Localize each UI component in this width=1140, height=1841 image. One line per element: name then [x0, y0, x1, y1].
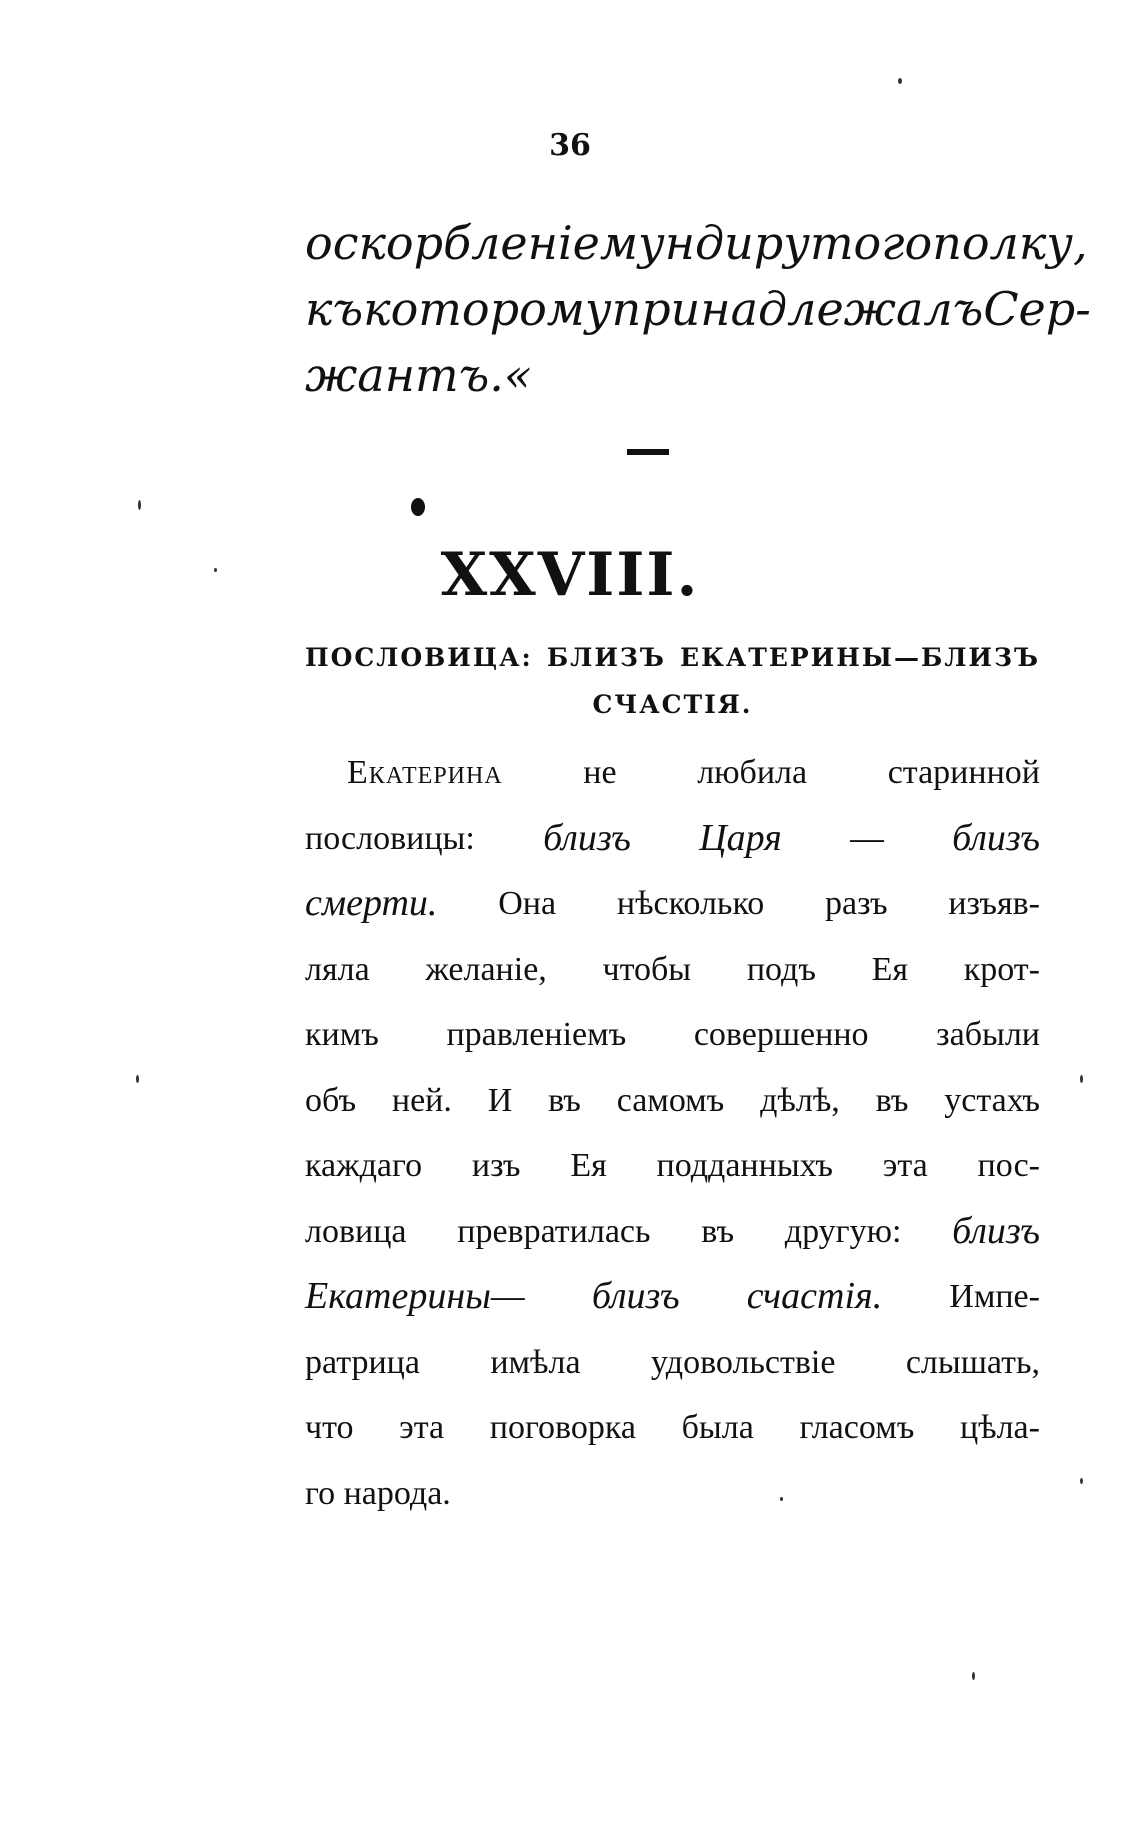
text-line: [305, 1002, 1040, 1068]
scan-dust: [972, 1672, 975, 1680]
scan-dust: [1080, 1075, 1083, 1083]
word: Екатерины—: [305, 1275, 525, 1317]
continued-paragraph: [305, 210, 1091, 408]
word: мундиру: [599, 216, 810, 270]
word: оскорбленіе: [305, 216, 600, 270]
word: самомъ: [616, 1081, 725, 1119]
word: Ея: [871, 950, 909, 988]
scan-dust: [780, 1497, 783, 1501]
word: кимъ: [305, 1016, 379, 1053]
chapter-title-line: ПОСЛОВИЦА: БЛИЗЪ ЕКАТЕРИНЫ—БЛИЗЪ: [305, 643, 1040, 672]
word: желаніе,: [425, 950, 547, 988]
word: совершенно: [693, 1016, 869, 1053]
ink-speck: [411, 498, 425, 516]
word: поговорка: [489, 1409, 636, 1446]
word: крот-: [963, 950, 1040, 988]
text-line: [305, 210, 1088, 276]
word: правленіемъ: [446, 1016, 627, 1053]
scan-dust: [214, 568, 217, 572]
text-line: [305, 1133, 1040, 1199]
word: старинной: [887, 754, 1040, 791]
text-line: [305, 1461, 1040, 1527]
word: ляла: [305, 950, 370, 988]
word: подъ: [746, 950, 816, 988]
word: пос-: [977, 1147, 1040, 1184]
body-paragraph: [305, 740, 1040, 1526]
text-line: [305, 1330, 1040, 1396]
word: близъ: [543, 816, 631, 859]
word: удовольствіе: [650, 1343, 836, 1381]
text-line: [305, 276, 1091, 342]
word: Екатерина: [347, 754, 503, 791]
word: подданныхъ: [656, 1147, 833, 1184]
word: нѣсколько: [616, 885, 765, 922]
word: которому: [363, 282, 612, 336]
word: устахъ: [944, 1081, 1040, 1119]
word: разъ: [825, 885, 888, 922]
word: того: [809, 216, 933, 270]
word: каждаго: [305, 1147, 423, 1184]
text-line: [305, 937, 1040, 1003]
word: —: [850, 816, 884, 859]
chapter-title-line: СЧАСТІЯ.: [592, 690, 753, 719]
word: Ея: [570, 1147, 607, 1184]
word: близъ: [952, 1209, 1040, 1252]
word: въ: [875, 1081, 909, 1119]
word: близъ: [952, 816, 1040, 859]
word: цѣла-: [959, 1409, 1040, 1446]
word: въ: [701, 1212, 735, 1250]
word: ней.: [391, 1081, 452, 1119]
word: не: [583, 754, 617, 791]
text-line: [305, 806, 1040, 872]
text-line: [305, 871, 1040, 937]
word: имѣла: [490, 1343, 581, 1381]
word: эта: [882, 1147, 928, 1184]
word: превратилась: [457, 1212, 651, 1250]
word: полку,: [932, 216, 1088, 270]
word: близъ: [591, 1275, 680, 1317]
word: И: [487, 1081, 513, 1119]
word: счастія.: [746, 1275, 883, 1317]
scan-dust: [136, 1075, 139, 1083]
word: ратрица: [305, 1343, 420, 1381]
word: чтобы: [602, 950, 692, 988]
word: смерти.: [305, 882, 438, 924]
word: Импе-: [949, 1278, 1040, 1315]
word: жантъ.«: [305, 348, 533, 402]
word: эта: [399, 1409, 445, 1446]
word: Сер-: [983, 282, 1091, 336]
word: принадлежалъ: [611, 282, 984, 336]
word: Царя: [699, 816, 782, 859]
word: дѣлѣ,: [760, 1081, 840, 1119]
word: слышать,: [905, 1343, 1040, 1381]
section-divider: [627, 449, 669, 455]
text-line: [305, 740, 1040, 806]
word: любила: [697, 754, 808, 791]
word: изъ: [471, 1147, 521, 1184]
word: Она: [498, 885, 557, 922]
word: къ: [305, 282, 364, 336]
word: была: [681, 1409, 754, 1446]
word: забыли: [936, 1016, 1040, 1053]
scan-dust: [898, 78, 902, 84]
text-line: [305, 1199, 1040, 1265]
word: пословицы:: [305, 819, 475, 857]
page-number: 36: [549, 128, 591, 163]
word: объ: [305, 1081, 357, 1119]
word: другую:: [784, 1212, 902, 1250]
word: въ: [548, 1081, 581, 1119]
scan-dust: [1080, 1478, 1083, 1484]
text-line: [305, 1395, 1040, 1461]
chapter-number: XXVIII.: [440, 540, 700, 610]
word: го народа.: [305, 1474, 451, 1512]
text-line: [305, 1264, 1040, 1330]
scan-dust: [138, 500, 141, 510]
text-line: [305, 1068, 1040, 1134]
text-line: [305, 342, 1040, 408]
word: изъяв-: [948, 885, 1040, 922]
word: что: [305, 1409, 354, 1446]
chapter-title: [305, 634, 1040, 728]
word: ловица: [305, 1212, 407, 1250]
word: гласомъ: [799, 1409, 915, 1446]
